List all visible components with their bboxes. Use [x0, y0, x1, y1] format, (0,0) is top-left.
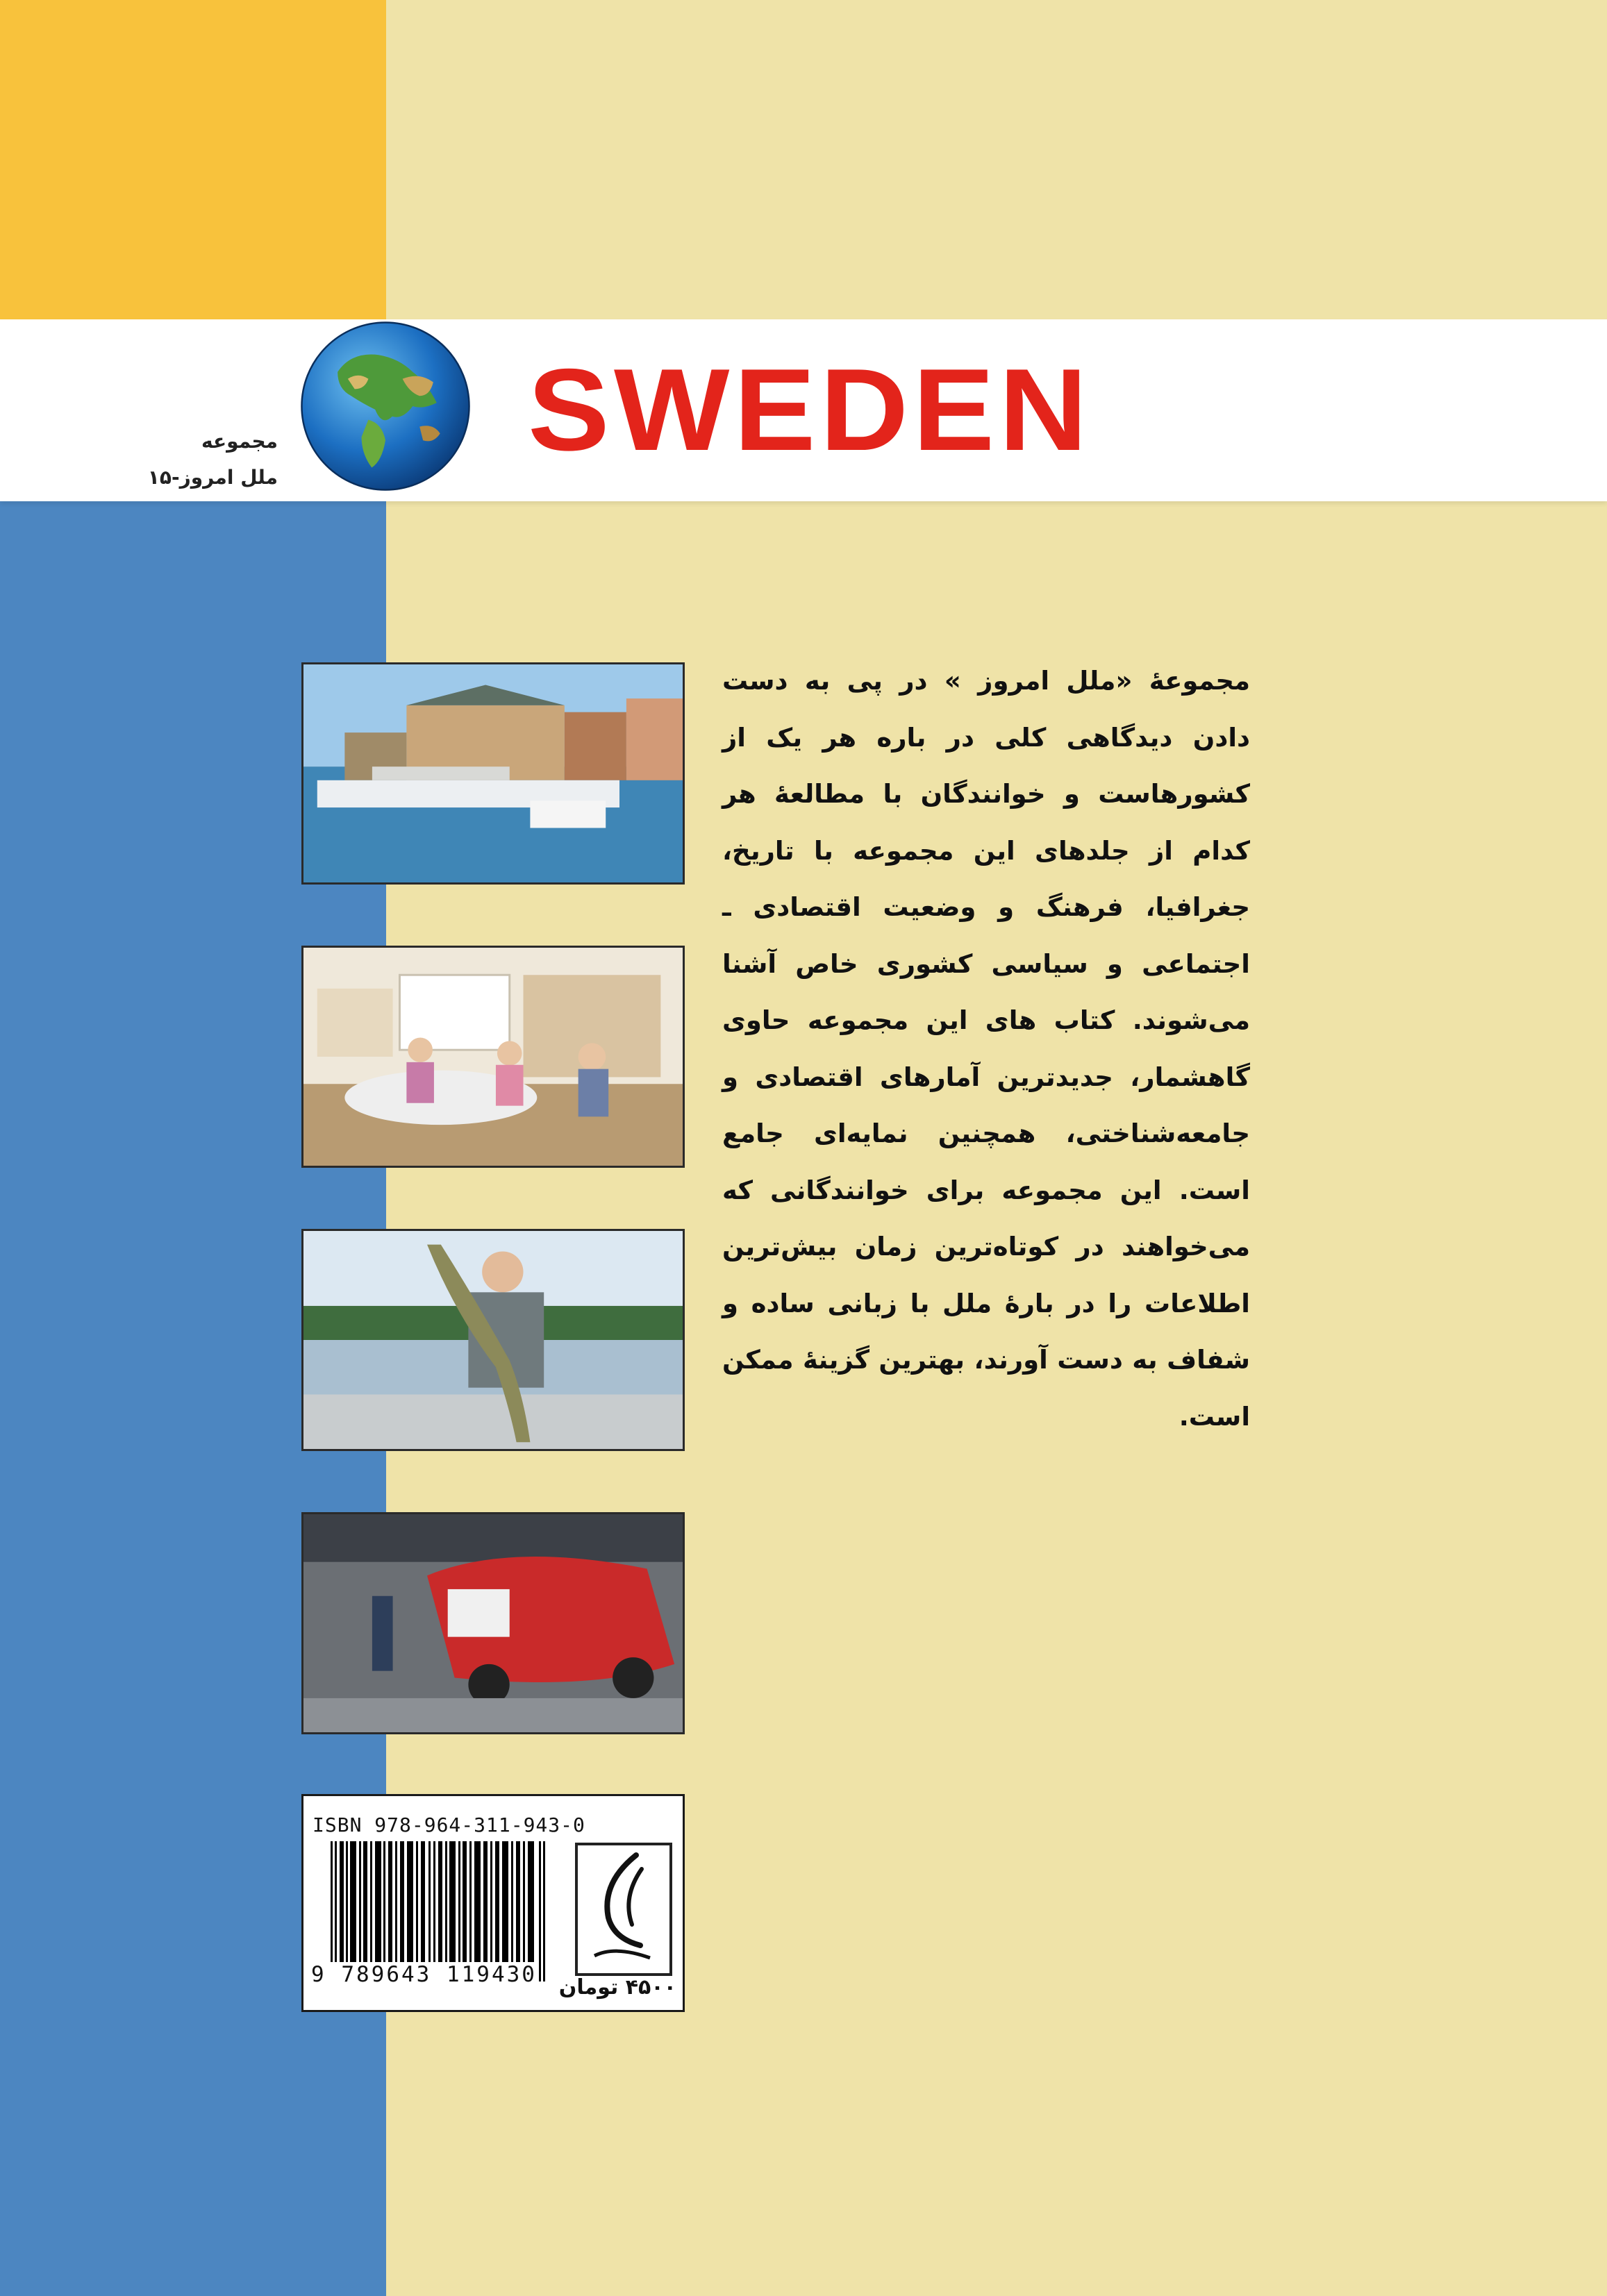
series-line1: مجموعه	[201, 430, 278, 453]
barcode-number: 9 789643 119430	[311, 1962, 537, 1987]
series-line2: ملل امروز-۱۵	[147, 466, 278, 489]
price-label: ۴۵۰۰ تومان	[558, 1975, 676, 2000]
fisherman-pike-photo	[301, 1229, 685, 1451]
car-factory-photo	[301, 1512, 685, 1734]
book-title: SWEDEN	[528, 344, 1092, 475]
background-yellow	[0, 0, 386, 326]
globe-icon	[300, 321, 471, 492]
series-label	[125, 424, 278, 496]
isbn-label: ISBN 978-964-311-943-0	[313, 1813, 585, 1836]
back-cover-description: مجموعهٔ «ملل امروز » در پی به دست دادن دیدگاهی کلی در باره هر یک از کشورهاست و خوانندگان با مطالعهٔ هر کدام از جلدهای این مجموعه با تاریخ، جغرافیا، فرهنگ و وضعیت اقتصادی ـ اجتماعی و سیاسی کشوری خاص آشنا می‌شوند. کتاب های این مجموعه حاوی گاهشمار، جدیدترین آمارهای اقتصادی و جامعه‌شناختی، همچنین نمایه‌ای جامع است. این مجموعه برای خوانندگانی که می‌خواهند در کوتاه‌ترین زمان بیش‌ترین اطلاعات را در بارهٔ ملل با زبانی ساده و شفاف به دست آورند، بهترین گزینهٔ ممکن است.	[722, 666, 1250, 1432]
publisher-logo-icon	[574, 1841, 674, 1977]
classroom-photo	[301, 946, 685, 1168]
barcode-icon	[331, 1841, 546, 1981]
stockholm-harbor-photo	[301, 662, 685, 885]
